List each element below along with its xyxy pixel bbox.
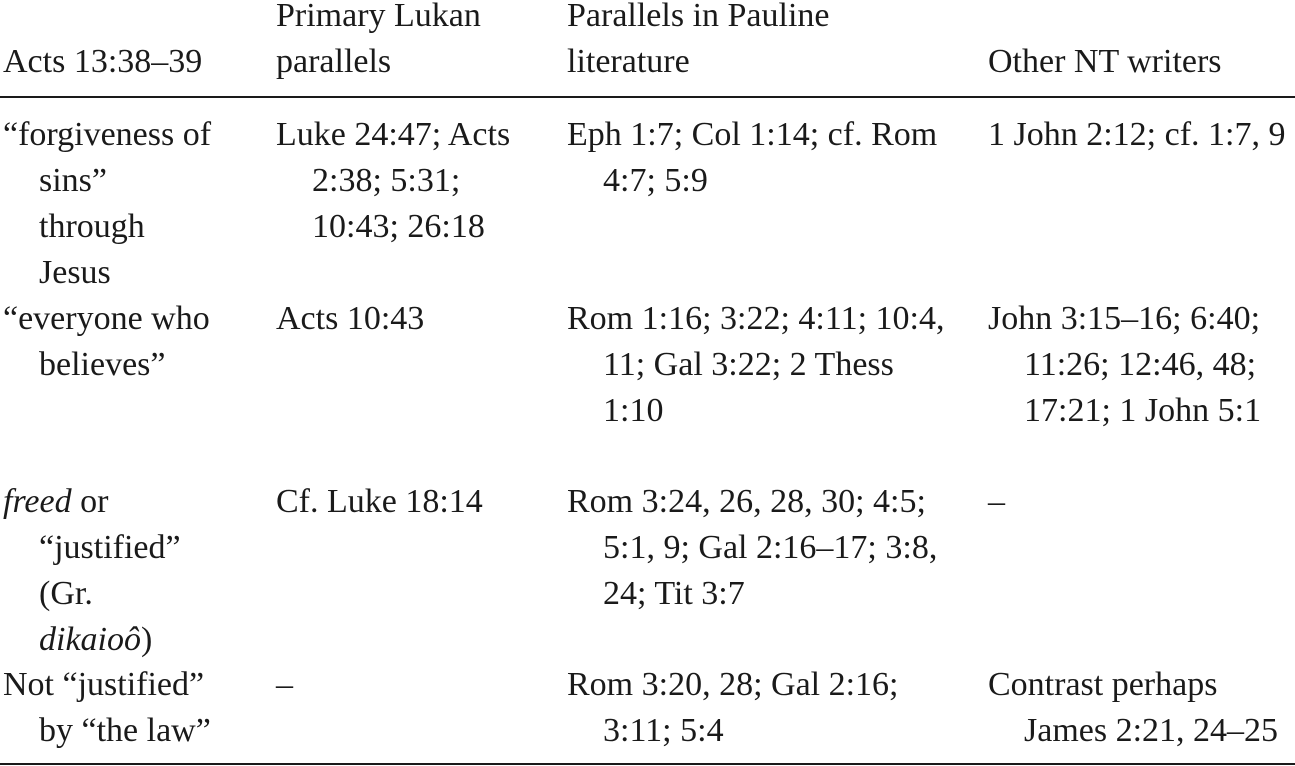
header-rule: [0, 96, 1295, 98]
cell-pauline: Rom 3:24, 26, 28, 30; 4:5; 5:1, 9; Gal 2:16–17; 3:8, 24; Tit 3:7: [567, 483, 938, 612]
cell-pauline: Rom 1:16; 3:22; 4:11; 10:4, 11; Gal 3:22; 2 Thess 1:10: [567, 300, 945, 429]
cell-other: John 3:15–16; 6:40; 11:26; 12:46, 48; 17:21; 1 John 5:1: [988, 300, 1262, 429]
cell-acts: “everyone who believes”: [3, 300, 210, 383]
cell-lukan: –: [276, 666, 293, 703]
cell-lukan: Luke 24:47; Acts 2:38; 5:31; 10:43; 26:18: [276, 116, 511, 245]
header-pauline-line1: Parallels in Pauline: [567, 0, 830, 34]
cell-lukan: Cf. Luke 18:14: [276, 483, 483, 520]
cell-acts: freed or “justified” (Gr. dikaioô): [3, 483, 181, 658]
header-acts: Acts 13:38–39: [3, 43, 203, 80]
cell-other: 1 John 2:12; cf. 1:7, 9: [988, 116, 1286, 153]
header-lukan-line1: Primary Lukan: [276, 0, 481, 34]
cell-acts: “forgiveness of sins” through Jesus: [3, 116, 212, 291]
cell-pauline: Eph 1:7; Col 1:14; cf. Rom 4:7; 5:9: [567, 116, 938, 199]
cell-lukan: Acts 10:43: [276, 300, 425, 337]
cell-other: Contrast perhaps James 2:21, 24–25: [988, 666, 1279, 749]
cell-pauline: Rom 3:20, 28; Gal 2:16; 3:11; 5:4: [567, 666, 899, 749]
cell-other: –: [988, 483, 1005, 520]
bottom-rule: [0, 763, 1295, 765]
header-pauline-line2: literature: [567, 43, 690, 80]
header-lukan-line2: parallels: [276, 43, 392, 80]
cell-acts: Not “justified” by “the law”: [3, 666, 211, 749]
header-other: Other NT writers: [988, 43, 1222, 80]
